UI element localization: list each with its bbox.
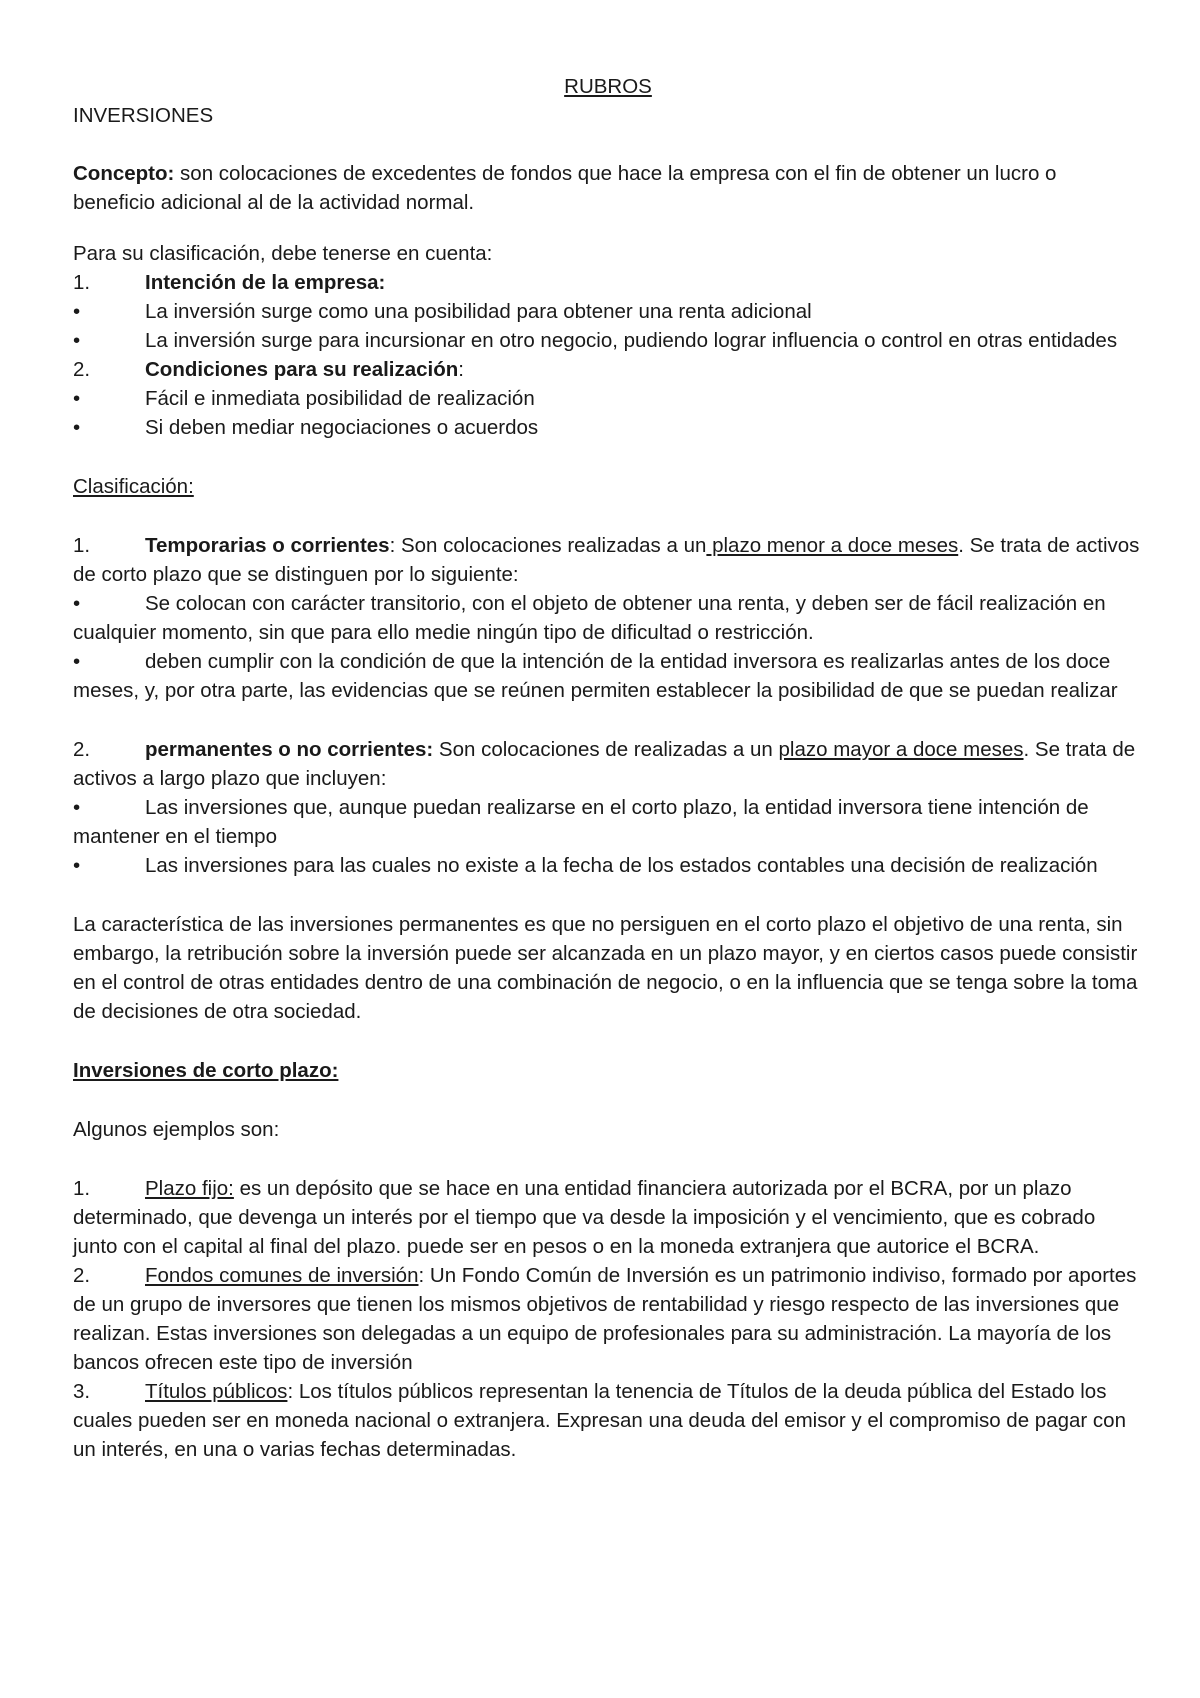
bullet-text: deben cumplir con la condición de que la intención de la entidad inversora es realizarlas antes de los doce meses, y, por otra parte, las evidencias que se reúnen permiten establecer la posibilidad de que se puedan realizar [73,650,1118,702]
concepto-paragraph [73,159,1143,217]
example-term: Plazo fijo: [145,1177,234,1200]
class-term: plazo menor a doce meses [706,534,959,557]
bullet-text: La inversión surge como una posibilidad para obtener una renta adicional [145,300,812,323]
class-label: Temporarias o corrientes [145,534,390,557]
bullet-text: Si deben mediar negociaciones o acuerdos [145,416,539,439]
example-text: : Los títulos públicos representan la tenencia de Títulos de la deuda pública del Estado los cuales pueden ser en moneda nacional o extranjera. Expresan una deuda del emisor y el compromiso de pagar con un interés, en una o varias fechas determinadas. [73,1380,1126,1461]
criterion-number: 1. [73,271,91,294]
bullet-symbol: • [73,416,81,439]
criterion-label: Condiciones para su realización [145,358,459,381]
example-item [73,1174,1143,1261]
bullet-item [73,297,1143,326]
bullet-item [73,589,1143,647]
class-text-2: . Se trata de activos a largo plazo que incluyen: [73,738,1136,790]
example-number: 1. [73,1177,91,1200]
doc-title: RUBROS [564,75,652,98]
section-heading: INVERSIONES [73,104,214,127]
class-item [73,531,1143,589]
bullet-item [73,326,1143,355]
example-item [73,1261,1143,1377]
concepto-text: son colocaciones de excedentes de fondos que hace la empresa con el fin de obtener un lucro o beneficio adicional al de la actividad normal. [73,162,1057,214]
bullet-symbol: • [73,650,81,673]
bullet-item [73,851,1143,880]
ejemplos-intro: Algunos ejemplos son: [73,1118,280,1141]
bullet-text: Fácil e inmediata posibilidad de realización [145,387,535,410]
bullet-text: Se colocan con carácter transitorio, con el objeto de obtener una renta, y deben ser de fácil realización en cualquier momento, sin que para ello medie ningún tipo de dificultad o restricción. [73,592,1106,644]
class-term: plazo mayor a doce meses [778,738,1024,761]
example-term: Fondos comunes de inversión [145,1264,419,1287]
class-label: permanentes o no corrientes: [145,738,434,761]
class-text-2: . Se trata de activos de corto plazo que se distinguen por lo siguiente: [73,534,1140,586]
example-number: 3. [73,1380,91,1403]
example-item [73,1377,1143,1464]
clasificacion-intro: Para su clasificación, debe tenerse en cuenta: [73,242,493,265]
bullet-text: La inversión surge para incursionar en otro negocio, pudiendo lograr influencia o control en otras entidades [145,329,1118,352]
criterion-item [73,355,1143,384]
bullet-symbol: • [73,300,81,323]
example-number: 2. [73,1264,91,1287]
bullet-symbol: • [73,854,81,877]
class-text: : Son colocaciones realizadas a un [389,534,707,557]
criterion-item [73,268,1143,297]
example-text: : Un Fondo Común de Inversión es un patrimonio indiviso, formado por aportes de un grupo de inversores que tienen los mismos objetivos de rentabilidad y riesgo respecto de las inversiones que realizan. Estas inversiones son delegadas a un equipo de profesionales para su administración. La mayoría de los bancos ofrecen este tipo de inversión [73,1264,1137,1374]
bullet-item [73,793,1143,851]
corto-plazo-heading-line [73,1056,1143,1085]
concepto-label: Concepto: [73,162,175,185]
criterion-suffix: : [458,358,464,381]
corto-plazo-heading: Inversiones de corto plazo: [73,1059,339,1082]
bullet-symbol: • [73,329,81,352]
bullet-symbol: • [73,592,81,615]
bullet-item [73,413,1143,442]
caracteristica-paragraph: La característica de las inversiones permanentes es que no persiguen en el corto plazo el objetivo de una renta, sin embargo, la retribución sobre la inversión puede ser alcanzada en un plazo mayor, y en ciertos casos puede consistir en el control de otras entidades dentro de una combinación de negocio, o en la influencia que se tenga sobre la toma de decisiones de otra sociedad. [73,913,1138,1023]
clasificacion-heading: Clasificación: [73,475,194,498]
doc-title-line [73,72,1143,101]
example-text: es un depósito que se hace en una entidad financiera autorizada por el BCRA, por un plazo determinado, que devenga un interés por el tiempo que va desde la imposición y el vencimiento, que es cobrado junto con el capital al final del plazo. puede ser en pesos o en la moneda extranjera que autorice el BCRA. [73,1177,1096,1258]
bullet-symbol: • [73,387,81,410]
class-number: 2. [73,738,91,761]
bullet-text: Las inversiones que, aunque puedan realizarse en el corto plazo, la entidad inversora tiene intención de mantener en el tiempo [73,796,1089,848]
bullet-item [73,384,1143,413]
criterion-label: Intención de la empresa: [145,271,386,294]
criterion-number: 2. [73,358,91,381]
clasificacion-heading-line [73,472,1143,501]
example-term: Títulos públicos [145,1380,288,1403]
bullet-symbol: • [73,796,81,819]
class-item [73,735,1143,793]
class-text: Son colocaciones de realizadas a un [433,738,779,761]
bullet-item [73,647,1143,705]
bullet-text: Las inversiones para las cuales no existe a la fecha de los estados contables una decisión de realización [145,854,1098,877]
document-page [73,72,1143,1464]
class-number: 1. [73,534,91,557]
